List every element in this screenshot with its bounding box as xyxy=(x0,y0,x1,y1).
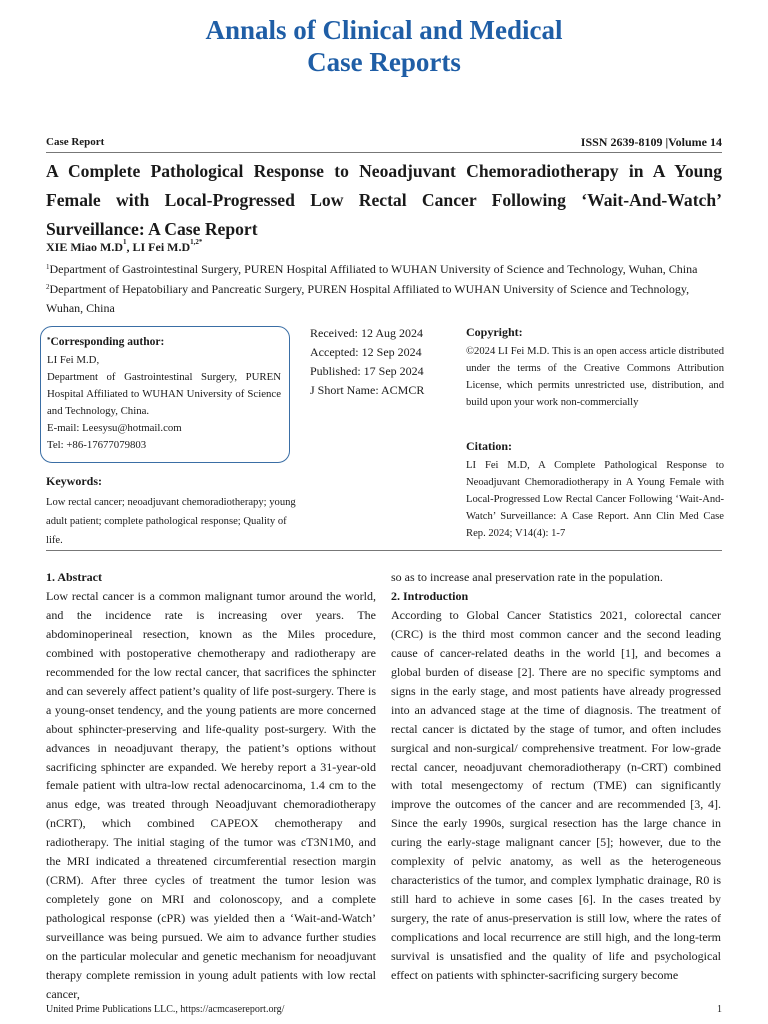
abstract-continuation: so as to increase anal preservation rate in the population. xyxy=(391,570,663,584)
corresponding-heading-text: Corresponding author: xyxy=(50,336,165,348)
author-separator: , xyxy=(126,240,133,254)
keywords-text: Low rectal cancer; neoadjuvant chemoradiotherapy; young adult patient; complete pathological response; Quality of life. xyxy=(46,497,296,546)
introduction-text: According to Global Cancer Statistics 2021, colorectal cancer (CRC) is the third most common cancer and the second leading cause of cancer-related deaths in the world [1], and becomes a global burden of disease [2]. There are no specific symptoms and signs in the early stage, and most patients have already progressed into an advanced stage at the time of diagnosis. The treatment of rectal cancer is dictated by the stage of tumor, and often includes surgical and non-surgical/ comprehensive treatment. For low-grade rectal cancer, neoadjuvant chemoradiotherapy (n-CRT) combined with total mesengectomy of rectum (TME) can significantly improve the outcomes of the cancer and are recommended [3, 4]. Since the early 1990s, surgical resection has the large chance in curing the early-stage malignant cancer [5]; however, due to the complexity of pelvic anatomy, as well as the heterogeneous characteristics of the tumor, and complex lymphatic drainage, R0 is still hard to achieve in some cases [6]. In the cases treated by surgery, the rate of anus-preservation is still low, where the rates of complications and local recurrence are still high, and the long-term survival is unsatisfied and the quality of life and psychological effect on patients with sphincter-sacrificing surgery become xyxy=(391,607,721,983)
journal-short-name: J Short Name: ACMCR xyxy=(310,383,425,397)
abstract-heading: 1. Abstract xyxy=(46,570,102,584)
publication-dates xyxy=(310,324,424,400)
copyright-heading: Copyright: xyxy=(466,325,523,339)
accepted-date: Accepted: 12 Sep 2024 xyxy=(310,345,422,359)
affiliation-2 xyxy=(46,280,722,318)
corresponding-author-box xyxy=(40,326,290,463)
corresponding-heading-sup: * xyxy=(47,336,51,344)
author-line xyxy=(46,240,202,255)
author-2: LI Fei M.D xyxy=(132,240,191,254)
header-divider xyxy=(46,152,722,153)
citation-section xyxy=(466,438,724,542)
keywords-section xyxy=(46,472,296,550)
introduction-heading: 2. Introduction xyxy=(391,588,469,603)
article-title: A Complete Pathological Response to Neoadjuvant Chemoradiotherapy in A Young Female with Local-Progressed Low Rectal Cancer Following ‘Wait-And-Watch’ Surveillance: A Case Report xyxy=(46,161,722,239)
author-1-sup: 1 xyxy=(123,238,127,246)
affiliation-1 xyxy=(46,260,722,279)
right-column xyxy=(391,568,721,985)
page-footer xyxy=(46,1004,722,1015)
issn-volume: ISSN 2639-8109 |Volume 14 xyxy=(580,135,722,149)
author-1: XIE Miao M.D xyxy=(46,240,123,254)
citation-heading: Citation: xyxy=(466,439,512,453)
abstract-column xyxy=(46,568,376,1004)
journal-title-line1: Annals of Clinical and Medical xyxy=(205,15,563,45)
affiliation-1-text: Department of Gastrointestinal Surgery, PUREN Hospital Affiliated to WUHAN University of Science and Technology, Wuhan, China xyxy=(49,262,698,276)
body-divider xyxy=(46,550,722,551)
journal-title xyxy=(0,14,768,78)
corresponding-heading xyxy=(47,334,281,351)
corresponding-department: Department of Gastrointestinal Surgery, PUREN Hospital Affiliated to WUHAN University of Science and Technology, China. xyxy=(47,371,281,417)
citation-text: LI Fei M.D, A Complete Pathological Response to Neoadjuvant Chemoradiotherapy in A Young Female with Local-Progressed Low Rectal Cancer Following ‘Wait-And-Watch’ Surveillance: A Case Report. Ann Clin Med Case Rep. 2024; V14(4): 1-7 xyxy=(466,460,724,539)
copyright-text: ©2024 LI Fei M.D. This is an open access article distributed under the terms of the Creative Commons Attribution License, which permits unrestricted use, distribution, and build upon your work non-commercially xyxy=(466,346,724,408)
abstract-text: Low rectal cancer is a common malignant tumor around the world, and the incidence rate is increasing over years. The abdominoperineal resection, known as the Miles procedure, combined with postoperative chemotherapy and radiotherapy are recommended for the low rectal cancer, that sacrifices the sphincter and can severely affect patient’s quality of life post-surgery. There is a young-onset tendency, and the young patients are more concerned about sphincter-preserving and life-quality post-surgery. With the advances in neoadjuvant therapy, the patient’s options without sacrificing sphincter are expanded. We hereby report a 31-year-old female patient with ultra-low rectal adenocarcinoma, 1.4 cm to the anus edge, was treated through Neoadjuvant chemoradiotherapy (nCRT), which combined CAPEOX chemotherapy and radiotherapy. The initial staging of the tumor was cT3N1M0, and the MRI indicated a threatened circumferential resection margin (CRM). After three cycles of treatment the tumor lesion was completely gone on MRI and colonoscopy, and a complete pathological response (cPR) was yielded then a ‘Wait-and-Watch’ surveillance was being pursued. We aim to advance further studies on the particular molecular and genetic mechanism for neoadjuvant therapy complete remission in young adult patients with low rectal cancer, xyxy=(46,588,376,1001)
published-date: Published: 17 Sep 2024 xyxy=(310,364,424,378)
affiliation-2-sup: 2 xyxy=(46,283,50,291)
journal-title-line2: Case Reports xyxy=(307,47,461,77)
author-2-sup: 1,2* xyxy=(190,238,203,246)
affiliation-1-sup: 1 xyxy=(46,263,50,271)
copyright-section xyxy=(466,324,724,411)
corresponding-name: LI Fei M.D, xyxy=(47,354,100,366)
affiliation-2-text: Department of Hepatobiliary and Pancreatic Surgery, PUREN Hospital Affiliated to WUHAN University of Science and Technology, Wuhan, China xyxy=(46,282,690,315)
corresponding-tel: Tel: +86-17677079803 xyxy=(47,439,147,451)
received-date: Received: 12 Aug 2024 xyxy=(310,326,423,340)
publisher-url[interactable]: United Prime Publications LLC., https://acmcasereport.org/ xyxy=(46,1004,285,1015)
article-type: Case Report xyxy=(46,136,105,148)
page-number: 1 xyxy=(717,1004,722,1015)
keywords-heading: Keywords: xyxy=(46,474,102,488)
corresponding-email[interactable]: E-mail: Leesysu@hotmail.com xyxy=(47,422,182,434)
header-meta xyxy=(46,136,722,148)
